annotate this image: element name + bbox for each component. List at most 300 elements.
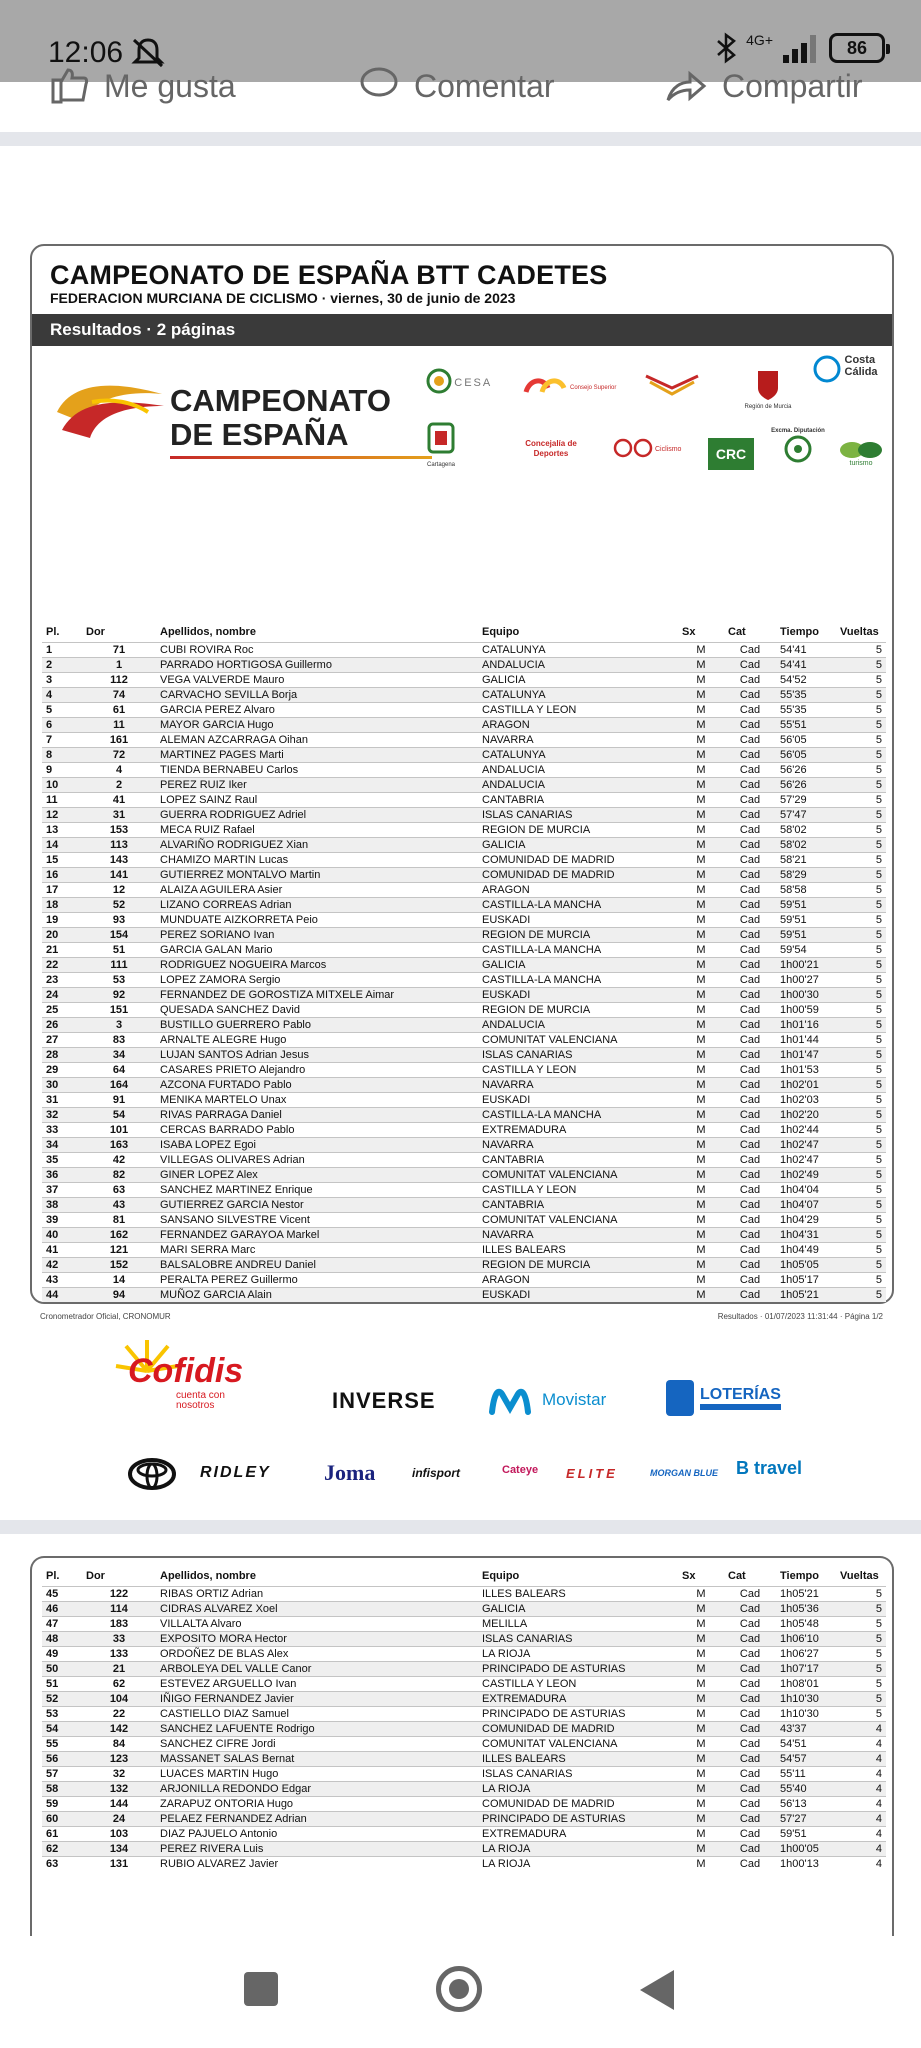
cell-time: 1h02'01 bbox=[780, 1078, 819, 1091]
cell-cat: Cad bbox=[739, 1183, 761, 1196]
cell-pl: 19 bbox=[46, 913, 59, 926]
cell-pl: 7 bbox=[46, 733, 53, 746]
cell-cat: Cad bbox=[739, 1213, 761, 1226]
table-row bbox=[42, 732, 886, 747]
cell-sx: M bbox=[696, 1782, 706, 1795]
elite-text: ELITE bbox=[566, 1466, 618, 1481]
cell-pl: 28 bbox=[46, 1048, 59, 1061]
cell-laps: 5 bbox=[875, 1093, 882, 1106]
cell-name: PEREZ SORIANO Ivan bbox=[160, 928, 275, 941]
cell-cat: Cad bbox=[739, 1602, 761, 1615]
cell-team: CASTILLA-LA MANCHA bbox=[482, 898, 602, 911]
cell-time: 59'51 bbox=[780, 1827, 807, 1840]
cell-laps: 4 bbox=[875, 1782, 882, 1795]
cell-name: GUERRA RODRIGUEZ Adriel bbox=[160, 808, 307, 821]
cell-team: REGION DE MURCIA bbox=[482, 1258, 591, 1271]
toyota-logo bbox=[128, 1458, 176, 1490]
cell-name: LOPEZ SAINZ Raul bbox=[160, 793, 258, 806]
table-row bbox=[42, 1017, 886, 1032]
cell-team: GALICIA bbox=[482, 838, 526, 851]
cell-dor: 143 bbox=[109, 853, 129, 866]
cell-pl: 9 bbox=[46, 763, 53, 776]
table-row bbox=[42, 972, 886, 987]
logo-line-1: CAMPEONATO bbox=[170, 383, 392, 418]
cell-time: 1h01'44 bbox=[780, 1033, 819, 1046]
cell-name: GUTIERREZ GARCIA Nestor bbox=[160, 1198, 304, 1211]
comment-icon bbox=[358, 66, 400, 106]
table-row bbox=[42, 1077, 886, 1092]
table-row bbox=[42, 1242, 886, 1257]
cell-sx: M bbox=[696, 1587, 706, 1600]
cell-cat: Cad bbox=[739, 1812, 761, 1825]
inverse-logo bbox=[332, 1388, 436, 1414]
cell-time: 1h00'21 bbox=[780, 958, 819, 971]
cell-time: 1h02'47 bbox=[780, 1153, 819, 1166]
comment-label: Comentar bbox=[414, 67, 555, 104]
cell-cat: Cad bbox=[739, 1033, 761, 1046]
morgan-blue-text: MORGAN BLUE bbox=[650, 1468, 718, 1478]
table-row bbox=[42, 1107, 886, 1122]
morgan-blue-logo bbox=[650, 1468, 718, 1478]
cell-cat: Cad bbox=[739, 1078, 761, 1091]
cell-name: ESTEVEZ ARGUELLO Ivan bbox=[160, 1677, 297, 1690]
cell-cat: Cad bbox=[739, 733, 761, 746]
cell-time: 1h00'30 bbox=[780, 988, 819, 1001]
cell-pl: 5 bbox=[46, 703, 53, 716]
cell-pl: 52 bbox=[46, 1692, 59, 1705]
recents-button[interactable] bbox=[244, 1972, 278, 2006]
cell-team: PRINCIPADO DE ASTURIAS bbox=[482, 1662, 626, 1675]
cell-pl: 63 bbox=[46, 1857, 59, 1870]
cell-name: PEREZ RIVERA Luis bbox=[160, 1842, 264, 1855]
cell-laps: 5 bbox=[875, 1677, 882, 1690]
cell-cat: Cad bbox=[739, 1138, 761, 1151]
document-title: CAMPEONATO DE ESPAÑA BTT CADETES bbox=[50, 260, 608, 290]
col-dor: Dor bbox=[86, 1569, 105, 1582]
table-row bbox=[42, 852, 886, 867]
cell-laps: 5 bbox=[875, 1003, 882, 1016]
table-row bbox=[42, 1841, 886, 1856]
cell-dor: 41 bbox=[112, 793, 126, 806]
cell-cat: Cad bbox=[739, 1108, 761, 1121]
cell-laps: 5 bbox=[875, 1018, 882, 1031]
cell-team: NAVARRA bbox=[482, 1138, 534, 1151]
cell-team: NAVARRA bbox=[482, 733, 534, 746]
cell-cat: Cad bbox=[739, 1782, 761, 1795]
cell-name: CIDRAS ALVAREZ Xoel bbox=[160, 1602, 278, 1615]
cell-cat: Cad bbox=[739, 1737, 761, 1750]
btravel-logo bbox=[736, 1458, 802, 1479]
cell-pl: 44 bbox=[46, 1288, 59, 1301]
cell-pl: 31 bbox=[46, 1093, 59, 1106]
cell-cat: Cad bbox=[739, 1587, 761, 1600]
table-row bbox=[42, 882, 886, 897]
table-row bbox=[42, 717, 886, 732]
sponsor-strip bbox=[0, 1336, 921, 1516]
cell-time: 57'47 bbox=[780, 808, 807, 821]
cell-time: 55'35 bbox=[780, 703, 807, 716]
movistar-logo bbox=[488, 1384, 606, 1416]
footer-cronometrador: Cronometrador Oficial, CRONOMUR bbox=[40, 1312, 171, 1321]
cell-name: BALSALOBRE ANDREU Daniel bbox=[160, 1258, 316, 1271]
cell-cat: Cad bbox=[739, 673, 761, 686]
table-body-page-1 bbox=[42, 642, 886, 1302]
cell-pl: 20 bbox=[46, 928, 59, 941]
cell-cat: Cad bbox=[739, 1632, 761, 1645]
cell-pl: 58 bbox=[46, 1782, 59, 1795]
table-row bbox=[42, 957, 886, 972]
cell-team: COMUNIDAD DE MADRID bbox=[482, 853, 615, 866]
table-row bbox=[42, 1002, 886, 1017]
cell-laps: 5 bbox=[875, 958, 882, 971]
btravel-text: B travel bbox=[736, 1458, 803, 1478]
status-time: 12:06 bbox=[48, 36, 124, 69]
svg-text:Ciclismo: Ciclismo bbox=[655, 446, 682, 453]
cell-name: AZCONA FURTADO Pablo bbox=[160, 1078, 292, 1091]
cell-dor: 144 bbox=[109, 1797, 129, 1810]
cell-team: COMUNITAT VALENCIANA bbox=[482, 1213, 618, 1226]
cell-laps: 5 bbox=[875, 1168, 882, 1181]
cell-pl: 10 bbox=[46, 778, 59, 791]
cell-name: SANSANO SILVESTRE Vicent bbox=[160, 1213, 310, 1226]
cell-pl: 2 bbox=[46, 658, 53, 671]
cell-team: LA RIOJA bbox=[482, 1842, 531, 1855]
cell-time: 1h01'16 bbox=[780, 1018, 819, 1031]
cell-team: GALICIA bbox=[482, 673, 526, 686]
cell-time: 1h01'53 bbox=[780, 1063, 819, 1076]
battery-level: 86 bbox=[846, 37, 868, 58]
table-row bbox=[42, 1676, 886, 1691]
cell-pl: 60 bbox=[46, 1812, 59, 1825]
cell-time: 1h02'44 bbox=[780, 1123, 819, 1136]
logo-line-2: DE ESPAÑA bbox=[170, 417, 349, 452]
cell-team: CANTABRIA bbox=[482, 793, 545, 806]
cell-name: PELAEZ FERNANDEZ Adrian bbox=[160, 1812, 307, 1825]
cell-team: COMUNIDAD DE MADRID bbox=[482, 1797, 615, 1810]
cell-team: ANDALUCIA bbox=[482, 1018, 545, 1031]
cell-dor: 22 bbox=[112, 1707, 126, 1720]
cell-laps: 5 bbox=[875, 1273, 882, 1286]
cell-time: 59'51 bbox=[780, 898, 807, 911]
cell-pl: 34 bbox=[46, 1138, 59, 1151]
cell-time: 1h00'05 bbox=[780, 1842, 819, 1855]
movistar-m-icon bbox=[488, 1384, 532, 1416]
cell-name: VILLALTA Alvaro bbox=[160, 1617, 242, 1630]
cell-pl: 21 bbox=[46, 943, 59, 956]
cell-team: NAVARRA bbox=[482, 1078, 534, 1091]
cell-pl: 45 bbox=[46, 1587, 59, 1600]
cell-pl: 18 bbox=[46, 898, 59, 911]
cell-cat: Cad bbox=[739, 1123, 761, 1136]
cell-cat: Cad bbox=[739, 688, 761, 701]
cell-laps: 5 bbox=[875, 778, 882, 791]
cell-laps: 5 bbox=[875, 763, 882, 776]
share-button[interactable] bbox=[664, 66, 862, 106]
cell-dor: 114 bbox=[110, 1602, 128, 1615]
cell-laps: 5 bbox=[875, 1198, 882, 1211]
cell-laps: 5 bbox=[875, 703, 882, 716]
table-row bbox=[42, 1781, 886, 1796]
cell-pl: 3 bbox=[46, 673, 53, 686]
cell-pl: 13 bbox=[46, 823, 59, 836]
rfec-logo bbox=[632, 368, 712, 402]
cell-team: EUSKADI bbox=[482, 913, 531, 926]
cell-cat: Cad bbox=[739, 778, 761, 791]
cell-pl: 49 bbox=[46, 1647, 59, 1660]
cell-name: CERCAS BARRADO Pablo bbox=[160, 1123, 295, 1136]
murcia-shield-icon bbox=[755, 368, 781, 402]
cell-cat: Cad bbox=[739, 763, 761, 776]
separator-2 bbox=[0, 1520, 921, 1534]
table-row bbox=[42, 942, 886, 957]
cell-team: LA RIOJA bbox=[482, 1857, 531, 1870]
federacion-ciclismo-logo bbox=[612, 436, 704, 460]
cell-time: 1h00'27 bbox=[780, 973, 819, 986]
cell-cat: Cad bbox=[739, 1692, 761, 1705]
cell-dor: 4 bbox=[115, 763, 123, 776]
cell-name: ALEMAN AZCARRAGA Oihan bbox=[160, 733, 308, 746]
cell-team: COMUNITAT VALENCIANA bbox=[482, 1737, 618, 1750]
cell-pl: 17 bbox=[46, 883, 59, 896]
infisport-logo bbox=[412, 1466, 460, 1480]
cell-team: ARAGON bbox=[482, 1273, 530, 1286]
cateye-text: Cateye bbox=[502, 1464, 539, 1476]
cell-sx: M bbox=[696, 1632, 706, 1645]
results-page-1[interactable] bbox=[30, 244, 894, 1304]
cell-laps: 5 bbox=[875, 733, 882, 746]
cell-dor: 31 bbox=[112, 808, 126, 821]
cell-name: ISABA LOPEZ Egoi bbox=[160, 1138, 256, 1151]
cell-sx: M bbox=[696, 838, 706, 851]
cell-time: 54'41 bbox=[780, 643, 807, 656]
cell-time: 58'21 bbox=[780, 853, 807, 866]
home-button[interactable] bbox=[436, 1966, 482, 2012]
cell-sx: M bbox=[696, 1722, 706, 1735]
signal-icon bbox=[781, 33, 821, 63]
cell-team: CASTILLA-LA MANCHA bbox=[482, 943, 602, 956]
cell-sx: M bbox=[696, 1842, 706, 1855]
rfec-emblem-icon bbox=[642, 368, 702, 400]
cell-dor: 53 bbox=[112, 973, 126, 986]
cell-name: TIENDA BERNABEU Carlos bbox=[160, 763, 299, 776]
table-row bbox=[42, 1287, 886, 1302]
cell-name: CARVACHO SEVILLA Borja bbox=[160, 688, 298, 701]
table-row bbox=[42, 1586, 886, 1601]
cell-pl: 8 bbox=[46, 748, 53, 761]
cell-time: 56'26 bbox=[780, 763, 807, 776]
cell-sx: M bbox=[696, 778, 706, 791]
cell-name: EXPOSITO MORA Hector bbox=[160, 1632, 287, 1645]
cell-dor: 151 bbox=[109, 1003, 129, 1016]
col-sx: Sx bbox=[682, 1569, 696, 1582]
cell-pl: 16 bbox=[46, 868, 59, 881]
cell-sx: M bbox=[696, 1692, 706, 1705]
cell-laps: 5 bbox=[875, 1587, 882, 1600]
bluetooth-icon bbox=[714, 33, 738, 63]
cell-team: EUSKADI bbox=[482, 988, 531, 1001]
joma-text: Joma bbox=[324, 1460, 376, 1485]
cell-team: ANDALUCIA bbox=[482, 763, 545, 776]
cell-laps: 5 bbox=[875, 1033, 882, 1046]
cell-team: CASTILLA Y LEON bbox=[482, 1183, 577, 1196]
cell-cat: Cad bbox=[739, 1842, 761, 1855]
cell-team: COMUNITAT VALENCIANA bbox=[482, 1168, 618, 1181]
cell-cat: Cad bbox=[739, 1093, 761, 1106]
cell-dor: 183 bbox=[109, 1617, 129, 1630]
cell-pl: 25 bbox=[46, 1003, 59, 1016]
cell-cat: Cad bbox=[739, 1063, 761, 1076]
cell-pl: 15 bbox=[46, 853, 59, 866]
cell-name: ARJONILLA REDONDO Edgar bbox=[160, 1782, 311, 1795]
cell-sx: M bbox=[696, 973, 706, 986]
table-row bbox=[42, 912, 886, 927]
cell-time: 1h05'21 bbox=[780, 1288, 819, 1301]
cell-pl: 53 bbox=[46, 1707, 59, 1720]
cell-time: 1h06'27 bbox=[780, 1647, 819, 1660]
bike-icon bbox=[613, 436, 703, 458]
cell-sx: M bbox=[696, 1288, 706, 1301]
cell-pl: 33 bbox=[46, 1123, 59, 1136]
cell-dor: 93 bbox=[112, 913, 126, 926]
cell-dor: 112 bbox=[110, 673, 128, 686]
cesa-logo: CESA bbox=[419, 368, 499, 397]
cell-laps: 5 bbox=[875, 853, 882, 866]
cell-sx: M bbox=[696, 1827, 706, 1840]
cell-pl: 4 bbox=[46, 688, 53, 701]
cell-laps: 4 bbox=[875, 1827, 882, 1840]
cell-cat: Cad bbox=[739, 1647, 761, 1660]
cell-dor: 111 bbox=[110, 958, 128, 971]
cell-team: CATALUNYA bbox=[482, 643, 546, 656]
cell-dor: 122 bbox=[109, 1587, 129, 1600]
cell-dor: 2 bbox=[115, 778, 123, 791]
cell-sx: M bbox=[696, 1138, 706, 1151]
cell-pl: 29 bbox=[46, 1063, 59, 1076]
cell-team: LA RIOJA bbox=[482, 1647, 531, 1660]
cell-time: 59'54 bbox=[780, 943, 807, 956]
cell-name: MECA RUIZ Rafael bbox=[160, 823, 255, 836]
cell-laps: 5 bbox=[875, 1617, 882, 1630]
cell-dor: 164 bbox=[109, 1078, 129, 1091]
cell-sx: M bbox=[696, 1617, 706, 1630]
cell-dor: 32 bbox=[112, 1767, 126, 1780]
cell-time: 58'02 bbox=[780, 838, 807, 851]
cell-dor: 92 bbox=[112, 988, 126, 1001]
cell-name: MUÑOZ GARCIA Alain bbox=[160, 1288, 272, 1301]
logo-area bbox=[32, 346, 892, 476]
cell-name: ARBOLEYA DEL VALLE Canor bbox=[160, 1662, 312, 1675]
cell-time: 1h02'20 bbox=[780, 1108, 819, 1121]
cell-dor: 161 bbox=[109, 733, 129, 746]
col-pl: Pl. bbox=[46, 1569, 60, 1582]
cell-time: 55'35 bbox=[780, 688, 807, 701]
table-row bbox=[42, 1092, 886, 1107]
cell-name: FERNANDEZ DE GOROSTIZA MITXELE Aimar bbox=[160, 988, 395, 1001]
cell-time: 57'27 bbox=[780, 1812, 807, 1825]
cell-cat: Cad bbox=[739, 838, 761, 851]
cell-sx: M bbox=[696, 1677, 706, 1690]
cell-dor: 153 bbox=[109, 823, 129, 836]
table-row bbox=[42, 1766, 886, 1781]
cell-sx: M bbox=[696, 1048, 706, 1061]
table-row bbox=[42, 1721, 886, 1736]
cell-laps: 5 bbox=[875, 1288, 882, 1301]
cell-laps: 4 bbox=[875, 1812, 882, 1825]
cell-laps: 5 bbox=[875, 928, 882, 941]
cell-name: RIBAS ORTIZ Adrian bbox=[160, 1587, 264, 1600]
cell-laps: 5 bbox=[875, 673, 882, 686]
cell-laps: 5 bbox=[875, 943, 882, 956]
back-button[interactable] bbox=[640, 1970, 674, 2010]
hills-icon bbox=[838, 438, 884, 458]
cell-name: CASTIELLO DIAZ Samuel bbox=[160, 1707, 289, 1720]
cell-laps: 5 bbox=[875, 1078, 882, 1091]
cell-dor: 43 bbox=[112, 1198, 126, 1211]
cell-sx: M bbox=[696, 1707, 706, 1720]
cell-cat: Cad bbox=[739, 658, 761, 671]
cell-sx: M bbox=[696, 853, 706, 866]
cell-name: VEGA VALVERDE Mauro bbox=[160, 673, 285, 686]
post-actions bbox=[0, 67, 921, 132]
cell-team: CASTILLA-LA MANCHA bbox=[482, 973, 602, 986]
col-team: Equipo bbox=[482, 1569, 520, 1582]
cell-time: 1h00'59 bbox=[780, 1003, 819, 1016]
col-laps: Vueltas bbox=[840, 625, 879, 638]
cell-team: CANTABRIA bbox=[482, 1153, 545, 1166]
svg-text:Consejo Superior: Consejo Superior bbox=[570, 385, 617, 391]
table-row bbox=[42, 867, 886, 882]
table-row bbox=[42, 1152, 886, 1167]
cell-team: EXTREMADURA bbox=[482, 1827, 567, 1840]
table-row bbox=[42, 1182, 886, 1197]
comment-button[interactable] bbox=[358, 66, 555, 106]
movistar-text: Movistar bbox=[542, 1390, 607, 1409]
cell-laps: 4 bbox=[875, 1797, 882, 1810]
cell-laps: 5 bbox=[875, 1108, 882, 1121]
cell-time: 1h00'13 bbox=[780, 1857, 819, 1870]
table-row bbox=[42, 1811, 886, 1826]
table-row bbox=[42, 1167, 886, 1182]
cell-pl: 46 bbox=[46, 1602, 59, 1615]
table-row bbox=[42, 1601, 886, 1616]
cell-cat: Cad bbox=[739, 1003, 761, 1016]
table-row bbox=[42, 762, 886, 777]
cell-team: ISLAS CANARIAS bbox=[482, 1048, 573, 1061]
table-row bbox=[42, 897, 886, 912]
cell-cat: Cad bbox=[739, 973, 761, 986]
table-row bbox=[42, 1706, 886, 1721]
cell-cat: Cad bbox=[739, 1153, 761, 1166]
network-label: 4G+ bbox=[746, 32, 773, 48]
csd-emblem-icon bbox=[522, 374, 617, 398]
cell-sx: M bbox=[696, 748, 706, 761]
cell-sx: M bbox=[696, 1168, 706, 1181]
cell-name: ALAIZA AGUILERA Asier bbox=[160, 883, 283, 896]
cell-laps: 5 bbox=[875, 658, 882, 671]
cell-team: ILLES BALEARS bbox=[482, 1587, 566, 1600]
cell-dor: 72 bbox=[112, 748, 126, 761]
cell-cat: Cad bbox=[739, 1273, 761, 1286]
cell-dor: 14 bbox=[112, 1273, 126, 1286]
inverse-text: INVERSE bbox=[332, 1388, 436, 1413]
like-button[interactable] bbox=[50, 66, 236, 106]
cell-sx: M bbox=[696, 823, 706, 836]
cell-cat: Cad bbox=[739, 943, 761, 956]
table-row bbox=[42, 777, 886, 792]
results-page-2[interactable] bbox=[30, 1556, 894, 1936]
cell-time: 56'05 bbox=[780, 733, 807, 746]
cell-team: REGION DE MURCIA bbox=[482, 823, 591, 836]
